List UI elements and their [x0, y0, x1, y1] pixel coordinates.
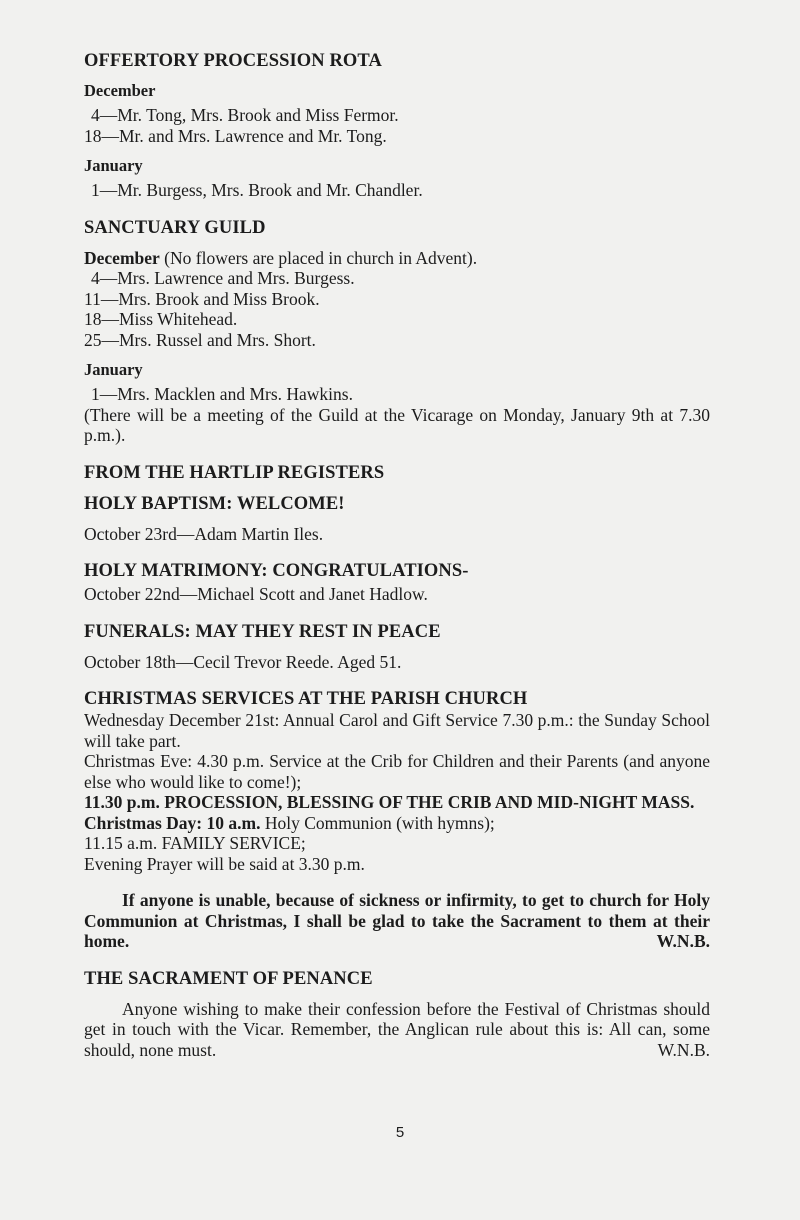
sanctuary-january-heading: January: [84, 360, 143, 379]
sanctuary-december-note: (No flowers are placed in church in Advent).: [159, 247, 478, 268]
sanctuary-december-heading: December: [84, 247, 160, 268]
sanctuary-december-line: [84, 248, 710, 269]
communion-notice-signature: W.N.B.: [656, 931, 710, 951]
family-service: 11.15 a.m. FAMILY SERVICE;: [84, 833, 306, 853]
registers-title: FROM THE HARTLIP REGISTERS: [84, 462, 385, 483]
offertory-title: OFFERTORY PROCESSION ROTA: [84, 51, 382, 71]
penance-signature: W.N.B.: [657, 1039, 710, 1060]
christmas-title: CHRISTMAS SERVICES AT THE PARISH CHURCH: [84, 689, 528, 709]
document-page: [84, 50, 710, 1060]
funerals-entry: October 18th—Cecil Trevor Reede. Aged 51.: [84, 651, 402, 672]
communion-notice-text: If anyone is unable, because of sickness or infirmity, to get to church for Holy Communion at Christmas, I shall be glad to take the Sacrament to them at their home.: [84, 890, 710, 951]
penance-title: THE SACRAMENT OF PENANCE: [84, 968, 373, 989]
offertory-december-line: 18—Mr. and Mrs. Lawrence and Mr. Tong.: [84, 125, 387, 146]
christmas-eve-service: Christmas Eve: 4.30 p.m. Service at the Crib for Children and their Parents (and anyone else who would like to come!);: [84, 751, 710, 792]
funerals-heading: FUNERALS: MAY THEY REST IN PEACE: [84, 621, 441, 642]
sanctuary-title: SANCTUARY GUILD: [84, 217, 266, 238]
christmas-day-service: [84, 813, 710, 834]
evening-prayer: Evening Prayer will be said at 3.30 p.m.: [84, 853, 365, 874]
communion-notice: [84, 890, 710, 952]
christmas-day-label: Christmas Day: 10 a.m.: [84, 812, 261, 833]
offertory-december-heading: December: [84, 81, 156, 100]
sanctuary-december-entry: 11—Mrs. Brook and Miss Brook.: [84, 288, 320, 309]
sanctuary-meeting-note: (There will be a meeting of the Guild at the Vicarage on Monday, January 9th at 7.30 p.m.).: [84, 404, 710, 445]
baptism-entry: October 23rd—Adam Martin Iles.: [84, 523, 324, 544]
sanctuary-december-entry: 4—Mrs. Lawrence and Mrs. Burgess.: [91, 268, 355, 288]
offertory-january-line: 1—Mr. Burgess, Mrs. Brook and Mr. Chandler.: [91, 180, 423, 200]
christmas-day-detail: Holy Communion (with hymns);: [260, 812, 495, 833]
offertory-december-line: 4—Mr. Tong, Mrs. Brook and Miss Fermor.: [91, 105, 399, 125]
page-number: 5: [395, 1124, 405, 1141]
sanctuary-december-entry: 18—Miss Whitehead.: [84, 309, 238, 329]
sanctuary-december-entry: 25—Mrs. Russel and Mrs. Short.: [84, 329, 316, 350]
offertory-january-heading: January: [84, 156, 143, 175]
baptism-heading: HOLY BAPTISM: WELCOME!: [84, 493, 345, 514]
penance-body: Anyone wishing to make their confession before the Festival of Christmas should get in touch with the Vicar. Remember, the Anglican rule about this is: All can, some should, none must.: [84, 998, 710, 1060]
sanctuary-january-entry: 1—Mrs. Macklen and Mrs. Hawkins.: [91, 384, 353, 404]
matrimony-entry: October 22nd—Michael Scott and Janet Hadlow.: [84, 584, 428, 604]
midnight-mass: 11.30 p.m. PROCESSION, BLESSING OF THE CRIB AND MID-NIGHT MASS.: [84, 792, 695, 812]
penance-text: [84, 999, 710, 1061]
matrimony-heading: HOLY MATRIMONY: CONGRATULATIONS-: [84, 561, 469, 581]
christmas-carol-service: Wednesday December 21st: Annual Carol and Gift Service 7.30 p.m.: the Sunday School will take part.: [84, 710, 710, 751]
